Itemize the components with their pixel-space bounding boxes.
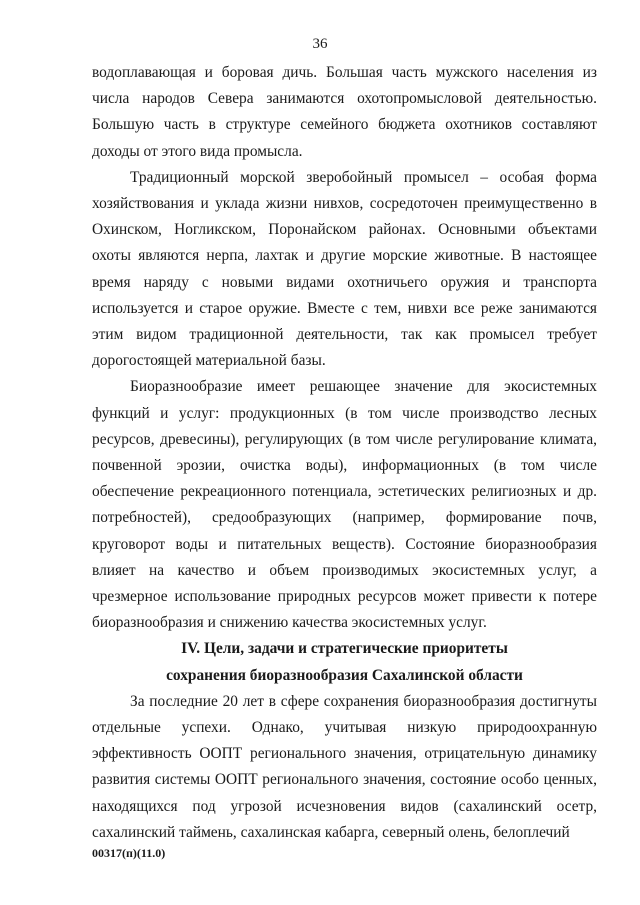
section-heading-line1: IV. Цели, задачи и стратегические приоритеты	[181, 640, 508, 658]
paragraph-continuation: водоплавающая и боровая дичь. Большая часть мужского населения из числа народов Севера занимаются охотопромысловой деятельностью. Большую часть в структуре семейного бюджета охотников составляют доходы от этого вида промысла.	[92, 64, 597, 160]
section-heading	[92, 636, 597, 688]
body-text	[92, 60, 597, 846]
paragraph-sea-hunting: Традиционный морской зверобойный промысел – особая форма хозяйствования и уклада жизни нивхов, сосредоточен преимущественно в Охинском, Ногликском, Поронайском районах. Основными объектами охоты являются нерпа, лахтак и другие морские животные. В настоящее время наряду с новыми видами охотничьего оружия и транспорта используется и старое оружие. Вместе с тем, нивхи все реже занимаются этим видом традиционной деятельности, так как промысел требует дорогостоящей материальной базы.	[92, 168, 597, 370]
paragraph-section-intro: За последние 20 лет в сфере сохранения биоразнообразия достигнуты отдельные успехи. Однако, учитывая низкую природоохранную эффективность ООПТ регионального значения, отрицательную динамику развития системы ООПТ регионального значения, состояние особо ценных, находящихся под угрозой исчезновения видов (сахалинский осетр, сахалинский таймень, сахалинская кабарга, северный олень, белоплечий	[92, 692, 597, 841]
paragraph-biodiversity: Биоразнообразие имеет решающее значение для экосистемных функций и услуг: продукционных (в том числе производство лесных ресурсов, древесины), регулирующих (в том числе регулирование климата, почвенной эрозии, очистка воды), информационных (в том числе обеспечение рекреационного потенциала, эстетических религиозных и др. потребностей), средообразующих (например, формирование почв, круговорот воды и питательных веществ). Состояние биоразнообразия влияет на качество и объем производимых экосистемных услуг, а чрезмерное использование природных ресурсов может привести к потере биоразнообразия и снижению качества экосистемных услуг.	[92, 378, 597, 632]
footer-document-code: 00317(п)(11.0)	[92, 846, 166, 860]
page-number: 36	[312, 36, 328, 52]
section-heading-line2: сохранения биоразнообразия Сахалинской области	[166, 666, 523, 684]
